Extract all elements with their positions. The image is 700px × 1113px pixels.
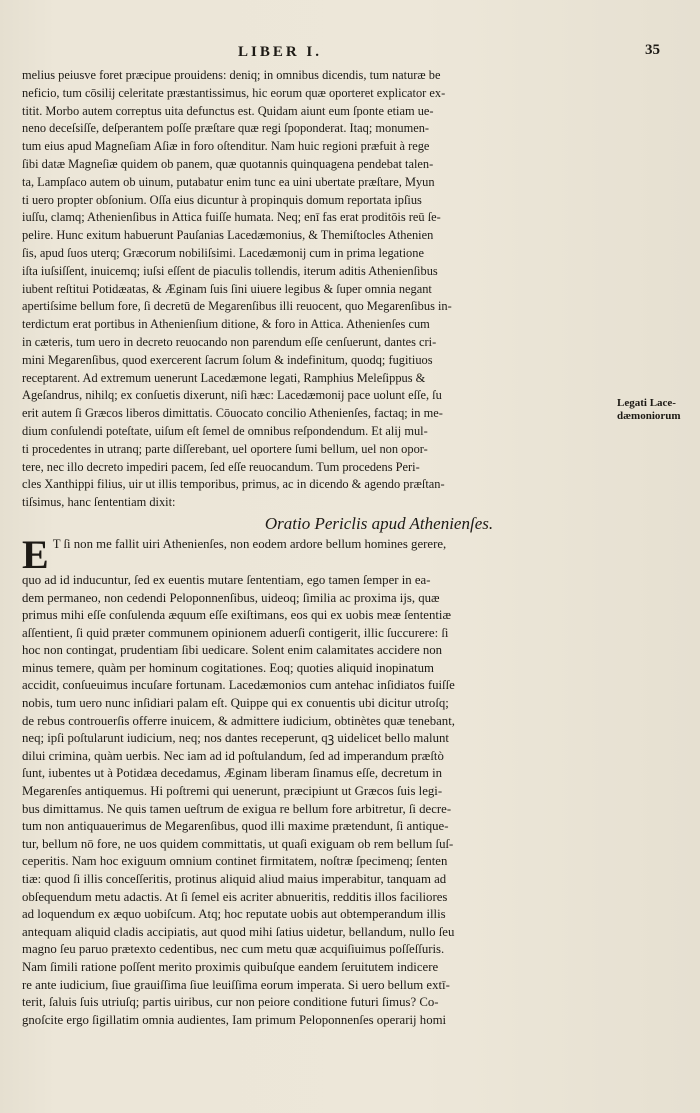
text-line: aſſentient, ſi quid præter communem opinionem aduerſi contigerit, illic ſuccurere: ſi [22, 625, 449, 640]
text-line: iubent reſtitui Potidæatas, & Æginam ſuis ſini uiuere legibus & ſuper omnia negant [22, 281, 432, 296]
text-line: ſis, apud ſuos uterq; Græcorum nobiliſsimi. Lacedæmonij cum in prima legatione [22, 245, 424, 260]
text-line: ta, Lampſaco autem ob uinum, putabatur enim tunc ea uini ubertate præſtare, Myun [22, 174, 435, 189]
text-line: Megarenſes antiquemus. Hi poſtremi qui uenerunt, præcipiunt ut Græcos ſuis legi- [22, 784, 443, 799]
text-line: erit autem ſi Græcos liberos dimittatis. Cōuocato concilio Athenienſes, factaq; in me- [22, 406, 443, 421]
text-line: pelire. Hunc exitum habuerunt Pauſanias Lacedæmonius, & Themiſtocles Athenien [22, 228, 434, 243]
text-line: primus mihi eſſe conſulenda æquum eſſe exiſtimans, eos qui ex uobis meæ ſententiæ [22, 608, 451, 623]
text-line: re ante iudicium, ſiue grauiſſima ſiue leuiſſima eorum imperata. Si uero bellum extī- [22, 977, 450, 992]
text-line: mini Megarenſibus, quod exercerent ſacrum ſolum & indefinitum, quodq; fugitiuos [22, 352, 433, 367]
running-title: LIBER I. [238, 44, 323, 60]
marginal-note [617, 397, 697, 423]
text-line: antequam aliquid cladis accipiatis, aut quod mihi ſatius uidetur, bellandum, nullo ſeu [22, 924, 455, 939]
text-line: tum non antiquauerimus de Megarenſibus, quod illi maxime prætendunt, ſi antique- [22, 819, 449, 834]
text-line: quo ad id inducuntur, ſed ex euentis mutare ſententiam, ego tamen ſemper in ea- [22, 572, 431, 587]
text-line: minus temere, quàm per hominum cogitationes. Eoq; quoties aliquid inopinatum [22, 660, 434, 675]
text-line: tum eius apud Magneſiam Aſiæ in foro oſtenditur. Nam huic regioni præfuit à rege [22, 139, 430, 154]
text-line: in cæteris, tum uero in decreto reuocando non parendum eſſe cenſuerunt, dantes cri- [22, 334, 437, 349]
text-line: ſibi datæ Magneſiæ quidem ob panem, quæ quotannis quinquagena pendebat talen- [22, 156, 434, 171]
paragraph-oration [22, 536, 686, 1029]
text-line: accidit, conſueuimus incuſare fortunam. Lacedæmonios cum antehac inſidiatos fuiſſe [22, 678, 455, 693]
text-line: Nam ſimili ratione poſſent merito proximis quibuſque eandem ſeruitutem indicere [22, 959, 439, 974]
paragraph-narrative [22, 67, 686, 512]
text-line: apertiſsime bellum fore, ſi decretū de Megarenſibus illi reuocent, quo Megarenſibus in- [22, 299, 452, 314]
text-line: receptarent. Ad extremum uenerunt Lacedæmone legati, Ramphius Meleſippus & [22, 370, 426, 385]
text-line: tur, bellum nō fore, ne uos quidem committatis, ut quaſi exiguam ob rem bellum ſuſ- [22, 836, 454, 851]
text-line: neficio, tum cōsilij celeritate præstantissimus, hic eorum quæ oporteret explicator ex- [22, 85, 446, 100]
text-line: ſunt, iubentes ut à Potidæa decedamus, Æginam liberam ſinamus eſſe, decretum in [22, 766, 443, 781]
text-line: melius peiusve foret præcipue prouidens: deniq; in omnibus dicendis, tum naturæ be [22, 68, 441, 82]
text-line: iſta iuſsiſſent, inuicemq; iuſsi eſſent de piaculis tollendis, iterum aditis Athenienſibus [22, 263, 438, 278]
page-header [0, 44, 700, 64]
page-number: 35 [645, 42, 660, 58]
text-line: tiæ: quod ſi illis conceſſeritis, protinus aliquid aliud maius imperabitur, tanquam ad [22, 872, 447, 887]
text-line: obſequendum metu adactis. At ſi ſemel eis acriter abnueritis, redditis illos faciliores [22, 889, 448, 904]
text-line: ti procedentes in utranq; parte diſſerebant, uel oportere ſumi bellum, uel non opor- [22, 441, 428, 456]
text-line: bus dimittamus. Ne quis tamen ueſtrum de exigua re bellum fore arbitretur, ſi decre- [22, 801, 452, 816]
text-line: magno ſeu paruo prætexto cedentibus, nec cum metu quæ acquiſiuimus poſſeſſuris. [22, 942, 445, 957]
text-line: gnoſcite ergo ſigillatim omnia audientes, Iam primum Peloponnenſes operarij homi [22, 1012, 447, 1027]
text-line: nobis, tum uero nunc inſidiari palam eſt. Quippe qui ex conuentis ubi dicitur utroſq; [22, 696, 449, 711]
body-text [22, 67, 686, 1029]
text-line: dilui crimina, quàm uerbis. Nec iam ad id poſtulandum, ſed ad imperandum præſtò [22, 748, 444, 763]
text-line: Ageſandrus, nihilq; ex conſuetis dixerunt, niſi hæc: Lacedæmonij pace uolunt eſſe, ſu [22, 388, 442, 403]
text-line [22, 536, 686, 572]
text-line: hoc non contingat, prudentiam ſibi uedicare. Solent enim calamitates accidere non [22, 643, 443, 658]
text-line: dem permaneo, non cedendi Peloponnenſibus, uideoq; ſimilia ac proxima ijs, quæ [22, 590, 440, 605]
marginal-note-line: dæmoniorum [617, 410, 681, 422]
text-line: ti uero propter obſonium. Oſſa eius dicuntur à propinquis domum reportata ipſius [22, 192, 422, 207]
text-line: ceperitis. Nam hoc exiguum omnium continet firmitatem, noſtræ ſpecimenq; ſenten [22, 854, 448, 869]
text-line: iuſſu, clamq; Athenienſibus in Attica fuiſſe humata. Neq; enī fas erat proditōis reū ſe- [22, 210, 441, 225]
text-line: de rebus controuerſis offerre inuicem, & admittere iudicium, obtinètes quæ tenebant, [22, 713, 455, 728]
text-line: terdictum erat portibus in Athenienſium ditione, & foro in Attica. Athenienſes cum [22, 317, 430, 332]
text-line: tere, nec illo decreto impediri pacem, ſed eſſe reuocandum. Tum procedens Peri- [22, 459, 420, 474]
marginal-note-line: Legati Lace- [617, 397, 676, 409]
text-line: tiſsimus, hanc ſententiam dixit: [22, 495, 176, 510]
oration-heading: Oratio Periclis apud Athenienſes. [264, 513, 494, 533]
text-line-content: T ſi non me fallit uiri Athenienſes, non eodem ardore bellum homines gerere, [52, 536, 447, 551]
text-line: terit, ſaluis ſuis utriuſq; partis uiribus, cur non peiore conditione futuri ſimus? Co- [22, 995, 439, 1010]
drop-cap-initial: E [22, 535, 49, 572]
text-line: dium conſulendi poteſtate, uiſum eſt ſemel de omnibus reſpondendum. Et alij mul- [22, 423, 428, 438]
text-line: neno deceſsiſſe, deſperantem poſſe præſtare quæ regi ſpoponderat. Itaq; monumen- [22, 121, 430, 136]
text-line: titit. Morbo autem correptus uita defunctus est. Quidam aiunt eum ſponte etiam ue- [22, 103, 434, 118]
text-line: neq; ipſi poſtularunt iudicium, neq; nos dantes receperunt, qꝫ uidelicet bello malunt [22, 731, 449, 746]
text-line: ad loquendum ex æquo uobiſcum. Atq; hoc reputate uobis aut obtemperandum illis [22, 907, 446, 922]
text-line: cles Xanthippi filius, uir ut illis temporibus, primus, ac in dicendo & agendo præſtan- [22, 477, 445, 492]
